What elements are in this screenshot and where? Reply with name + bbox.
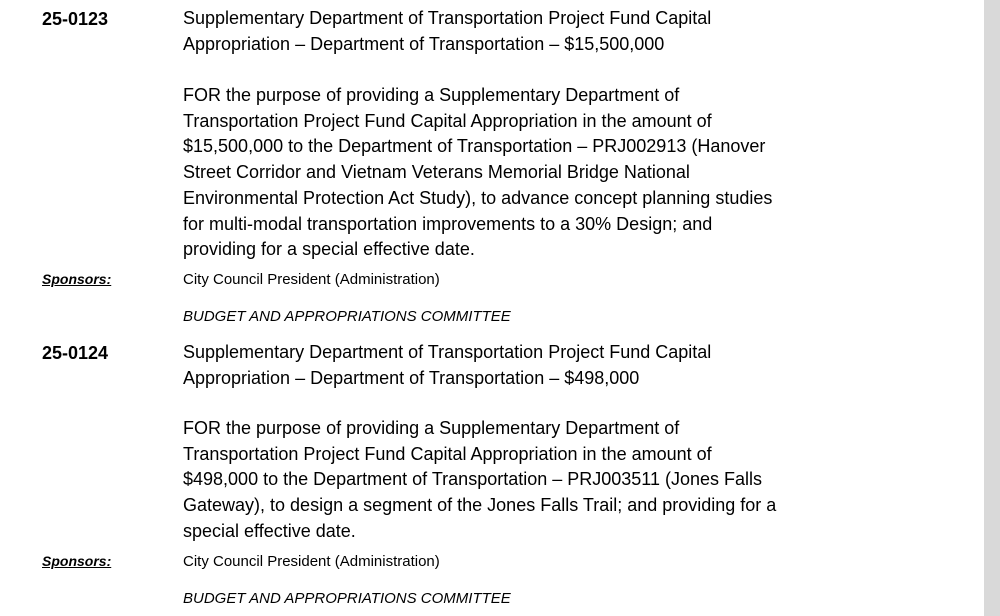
item-title [183, 340, 823, 391]
body-line: FOR the purpose of providing a Supplementary Department of [183, 418, 680, 438]
body-line: Transportation Project Fund Capital Appropriation in the amount of [183, 443, 712, 464]
body-line: for multi-modal transportation improvements to a 30% Design; and [183, 213, 713, 234]
body-line: special effective date. [183, 520, 356, 541]
item-description [183, 83, 843, 263]
body-line: Street Corridor and Vietnam Veterans Memorial Bridge National [183, 162, 690, 183]
body-line: $15,500,000 to the Department of Transportation – PRJ002913 (Hanover [183, 136, 766, 157]
title-line: Supplementary Department of Transportation Project Fund Capital [183, 342, 712, 362]
body-line: Transportation Project Fund Capital Appropriation in the amount of [183, 110, 712, 131]
sponsors-label: Sponsors: [42, 271, 112, 287]
title-line: Appropriation – Department of Transportation – $15,500,000 [183, 33, 665, 54]
sponsors-value: City Council President (Administration) [183, 553, 440, 570]
body-line: $498,000 to the Department of Transportation – PRJ003511 (Jones Falls [183, 469, 763, 490]
committee-name: BUDGET AND APPROPRIATIONS COMMITTEE [183, 308, 511, 325]
item-description [183, 416, 843, 545]
body-line: Environmental Protection Act Study), to advance concept planning studies [183, 187, 773, 208]
body-line: Gateway), to design a segment of the Jones Falls Trail; and providing for a [183, 495, 777, 516]
vertical-scrollbar[interactable] [984, 0, 1000, 616]
item-title [183, 6, 823, 57]
sponsors-label: Sponsors: [42, 553, 112, 569]
title-line: Appropriation – Department of Transportation – $498,000 [183, 367, 640, 388]
title-line: Supplementary Department of Transportation Project Fund Capital [183, 8, 712, 28]
body-line: providing for a special effective date. [183, 239, 475, 260]
committee-name: BUDGET AND APPROPRIATIONS COMMITTEE [183, 590, 511, 607]
sponsors-value: City Council President (Administration) [183, 271, 440, 288]
body-line: FOR the purpose of providing a Supplementary Department of [183, 85, 680, 105]
item-number: 25-0123 [42, 9, 109, 29]
item-number: 25-0124 [42, 343, 109, 363]
